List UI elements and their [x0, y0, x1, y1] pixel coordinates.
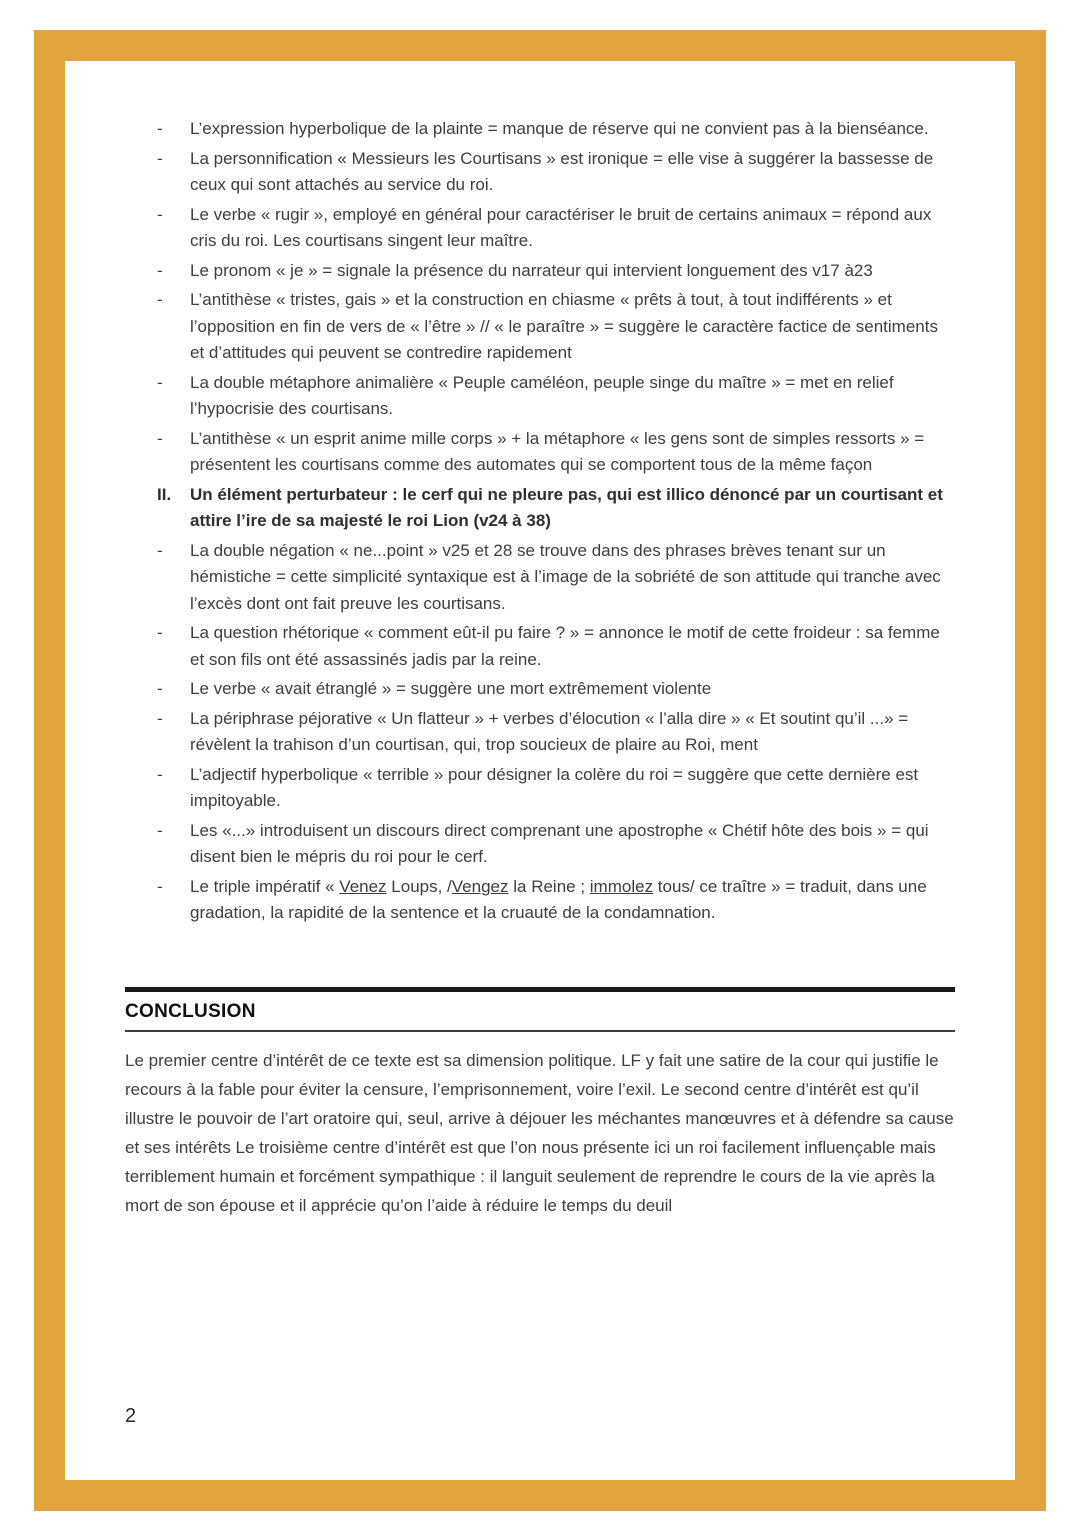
list-item — [157, 706, 955, 759]
bullet-dash: - — [157, 540, 163, 560]
list-item — [157, 538, 955, 618]
bullet-dash: - — [157, 679, 163, 698]
list-item-text: L’expression hyperbolique de la plainte = manque de réserve qui ne convient pas à la bienséance. — [190, 119, 929, 138]
list-item-triple-imperative — [157, 874, 955, 927]
list-item — [157, 287, 955, 367]
bullet-dash: - — [157, 623, 163, 642]
list-item — [157, 620, 955, 673]
list-item-text: La personnification « Messieurs les Courtisans » est ironique = elle vise à suggérer la bassesse de ceux qui sont attachés au service du roi. — [190, 148, 934, 194]
bullet-dash: - — [157, 260, 163, 280]
list-item — [157, 116, 955, 143]
bullet-dash: - — [157, 372, 163, 392]
list-item-text: L’adjectif hyperbolique « terrible » pour désigner la colère du roi = suggère que cette dernière est impitoyable. — [190, 764, 919, 810]
bullet-dash: - — [157, 876, 163, 896]
list-item-text: L’antithèse « tristes, gais » et la construction en chiasme « prêts à tout, à tout indifférents » et l’opposition en fin de vers de « l’être » // « le paraître » = suggère le caractère factice de sentiments et d’attitudes qui peuvent se contredire rapidement — [190, 290, 938, 362]
list-item — [157, 762, 955, 815]
underlined-word: immolez — [589, 876, 654, 896]
section-heading-text: Un élément perturbateur : le cerf qui ne pleure pas, qui est illico dénoncé par un courtisant et attire l’ire de sa majesté le roi Lion (v24 à 38) — [190, 484, 943, 530]
bullet-dash: - — [157, 820, 163, 840]
list-item — [157, 202, 955, 255]
list-item — [157, 818, 955, 871]
page-border-frame — [34, 30, 1046, 1511]
text-segment: Loups, / — [386, 876, 452, 896]
section-heading-ii — [157, 482, 955, 535]
list-item-text: Le verbe « rugir », employé en général pour caractériser le bruit de certains animaux = répond aux cris du roi. Les courtisans singent leur maître. — [190, 204, 932, 250]
list-item-text — [190, 874, 955, 927]
conclusion-title: CONCLUSION — [125, 1000, 256, 1022]
list-item-text: Le pronom « je » = signale la présence du narrateur qui intervient longuement des v17 à23 — [190, 260, 873, 280]
list-item-text: La périphrase péjorative « Un flatteur » + verbes d’élocution « l’alla dire » « Et soutint qu’il ...» = révèlent la trahison d’un courtisan, qui, trop soucieux de plaire au Roi, ment — [190, 708, 909, 754]
list-item-text: Les «...» introduisent un discours direct comprenant une apostrophe « Chétif hôte des bois » = qui disent bien le mépris du roi pour le cerf. — [190, 820, 929, 866]
bullet-dash: - — [157, 708, 163, 728]
bullet-dash: - — [157, 119, 163, 138]
list-item — [157, 258, 955, 285]
section-number: II. — [157, 484, 172, 504]
bullet-dash: - — [157, 148, 163, 168]
list-item-text: L’antithèse « un esprit anime mille corps » + la métaphore « les gens sont de simples ressorts » = présentent les courtisans comme des automates qui se comportent tous de la même façon — [190, 428, 925, 474]
list-item-text: Le verbe « avait étranglé » = suggère une mort extrêmement violente — [190, 679, 712, 698]
analysis-list-part1 — [125, 116, 955, 927]
bullet-dash: - — [157, 428, 163, 448]
document-page — [65, 61, 1015, 1480]
list-item-text: La double métaphore animalière « Peuple caméléon, peuple singe du maître » = met en relief l’hypocrisie des courtisans. — [190, 372, 894, 418]
underlined-word: Venez — [339, 876, 387, 896]
text-segment: Le triple impératif « — [190, 876, 340, 896]
page-number: 2 — [125, 1405, 137, 1427]
underlined-word: Vengez — [451, 876, 509, 896]
list-item — [157, 426, 955, 479]
bullet-dash: - — [157, 290, 163, 309]
list-item — [157, 676, 955, 703]
bullet-dash: - — [157, 764, 163, 784]
text-segment: tous/ ce traître » = traduit, dans une gradation, la rapidité de la sentence et la cruauté de la condamnation. — [190, 876, 927, 922]
list-item — [157, 146, 955, 199]
list-item — [157, 370, 955, 423]
list-item-text: La question rhétorique « comment eût-il pu faire ? » = annonce le motif de cette froideur : sa femme et son fils ont été assassinés jadis par la reine. — [190, 623, 940, 669]
text-segment: la Reine ; — [508, 876, 590, 896]
list-item-text: La double négation « ne...point » v25 et 28 se trouve dans des phrases brèves tenant sur un hémistiche = cette simplicité syntaxique est à l’image de la sobriété de son attitude qui tranche avec l’excès dont ont fait preuve les courtisans. — [190, 540, 941, 613]
bullet-dash: - — [157, 204, 163, 224]
conclusion-rule-thin — [125, 1030, 955, 1032]
conclusion-section — [125, 987, 955, 1220]
conclusion-body: Le premier centre d’intérêt de ce texte est sa dimension politique. LF y fait une satire de la cour qui justifie le recours à la fable pour éviter la censure, l’emprisonnement, voire l’exil. Le second centre d’intérêt est qu’il illustre le pouvoir de l’art oratoire qui, seul, arrive à déjouer les méchantes manœuvres et à défendre sa cause et ses intérêts Le troisième centre d’intérêt est que l’on nous présente ici un roi facilement influençable mais terriblement humain et forcément sympathique : il languit seulement de reprendre le cours de la vie après la mort de son épouse et il apprécie qu’on l’aide à réduire le temps du deuil — [125, 1050, 954, 1215]
